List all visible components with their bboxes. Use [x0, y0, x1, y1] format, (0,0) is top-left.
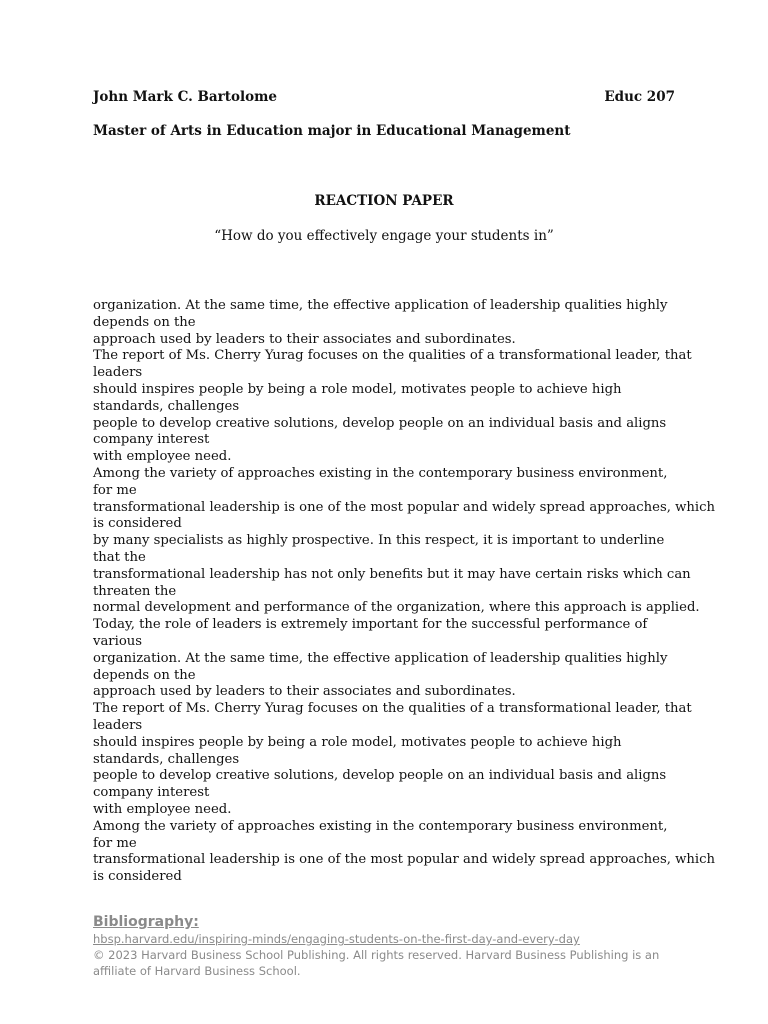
course-code: Educ 207 [604, 89, 675, 105]
bibliography-link[interactable]: hbsp.harvard.edu/inspiring-minds/engaging-students-on-the-first-day-and-every-day [93, 932, 580, 946]
body-line: should inspires people by being a role model, motivates people to achieve high [93, 734, 622, 750]
body-line: company interest [93, 432, 210, 448]
body-line: with employee need. [93, 449, 232, 465]
copyright-notice: © 2023 Harvard Business School Publishing. All rights reserved. Harvard Business Publishing is an affiliate of Harvard Business School. [93, 948, 660, 978]
program-name: Master of Arts in Education major in Educational Management [93, 123, 571, 139]
body-line: people to develop creative solutions, develop people on an individual basis and aligns [93, 415, 667, 431]
body-line: organization. At the same time, the effective application of leadership qualities highly [93, 298, 668, 313]
body-line: approach used by leaders to their associates and subordinates. [93, 331, 516, 347]
body-line: The report of Ms. Cherry Yurag focuses on the qualities of a transformational leader, that [93, 701, 692, 717]
body-line: company interest [93, 785, 210, 801]
body-line: organization. At the same time, the effective application of leadership qualities highly [93, 650, 668, 666]
body-line: threaten the [93, 583, 177, 599]
body-text [93, 298, 715, 886]
body-line: leaders [93, 365, 143, 381]
body-line: transformational leadership has not only benefits but it may have certain risks which can [93, 566, 691, 582]
body-line: Among the variety of approaches existing in the contemporary business environment, [93, 465, 668, 481]
body-line: The report of Ms. Cherry Yurag focuses on the qualities of a transformational leader, that [93, 348, 692, 364]
paper-title: REACTION PAPER [314, 193, 454, 209]
bibliography [93, 913, 693, 979]
body-line: Among the variety of approaches existing in the contemporary business environment, [93, 818, 668, 834]
body-line: by many specialists as highly prospective. In this respect, it is important to underline [93, 533, 665, 549]
body-line: that the [93, 549, 146, 565]
body-line: standards, challenges [93, 398, 240, 414]
body-line: depends on the [93, 314, 196, 330]
body-line: people to develop creative solutions, develop people on an individual basis and aligns [93, 768, 667, 784]
body-line: normal development and performance of the organization, where this approach is applied. [93, 600, 700, 616]
body-line: with employee need. [93, 801, 232, 817]
body-line: various [93, 633, 143, 649]
body-line: should inspires people by being a role model, motivates people to achieve high [93, 381, 622, 397]
body-line: standards, challenges [93, 751, 240, 767]
body-line: Today, the role of leaders is extremely important for the successful performance of [93, 617, 648, 633]
body-line: transformational leadership is one of the most popular and widely spread approaches, which [93, 852, 715, 868]
body-line: is considered [93, 516, 182, 532]
body-line: transformational leadership is one of the most popular and widely spread approaches, which [93, 499, 715, 515]
body-line: for me [93, 482, 137, 498]
paper-subtitle: “How do you effectively engage your students in” [214, 228, 554, 244]
bibliography-heading: Bibliography: [93, 914, 199, 930]
header-author-row [93, 89, 675, 105]
body-line: depends on the [93, 667, 196, 683]
body-line: for me [93, 835, 137, 851]
author-name: John Mark C. Bartolome [93, 89, 278, 105]
body-line: is considered [93, 869, 182, 885]
body-line: leaders [93, 717, 143, 733]
body-line: approach used by leaders to their associates and subordinates. [93, 684, 516, 700]
